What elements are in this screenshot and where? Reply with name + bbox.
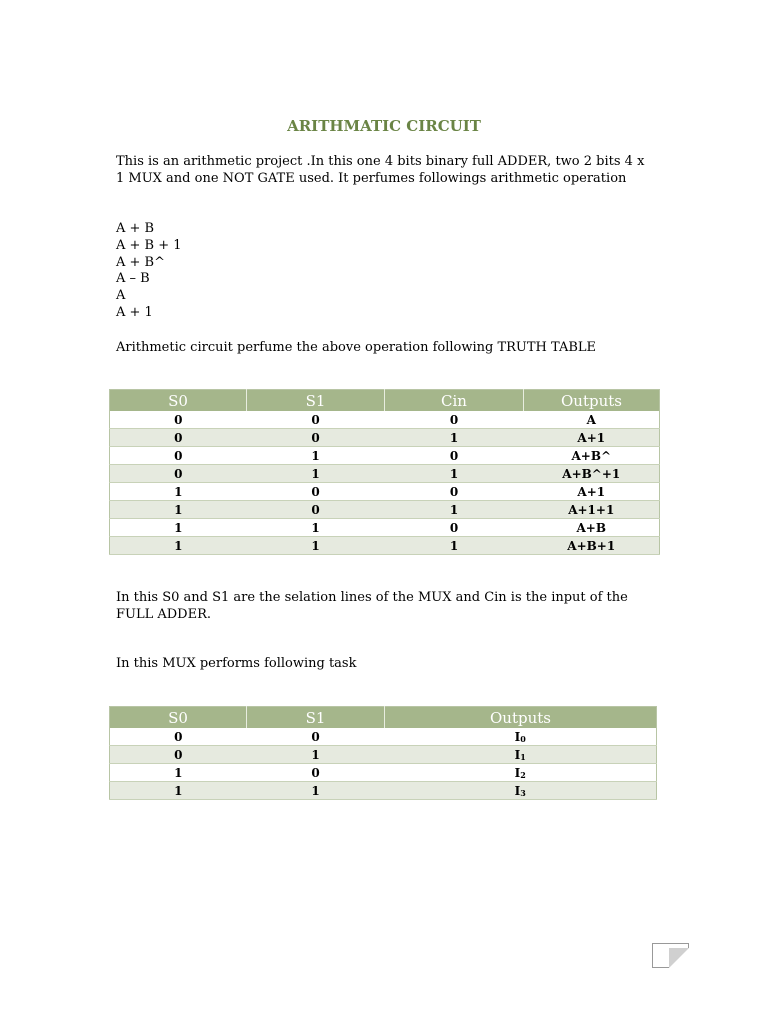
- table-cell: 0: [110, 429, 247, 447]
- table-cell: 1: [247, 746, 385, 764]
- operation-item: A + B: [116, 221, 155, 236]
- document-title: ARITHMATIC CIRCUIT: [287, 117, 481, 135]
- table-cell: 0: [247, 483, 385, 501]
- table-cell: 1: [110, 764, 247, 782]
- table-cell: A+B^+1: [524, 465, 660, 483]
- table-cell: 0: [385, 519, 524, 537]
- truth-table: [109, 389, 660, 555]
- table-cell: 1: [247, 447, 385, 465]
- table-row: [110, 501, 660, 519]
- output-symbol: I: [514, 729, 521, 744]
- page-number-box: [652, 943, 689, 968]
- table-row: [110, 519, 660, 537]
- header-s1: S1: [247, 390, 385, 412]
- operation-item: A + 1: [116, 304, 153, 320]
- table-cell: 0: [110, 447, 247, 465]
- output-subscript: 3: [520, 787, 526, 798]
- table-cell: [385, 782, 657, 800]
- table-row: [110, 764, 657, 782]
- table-cell: A+1+1: [524, 501, 660, 519]
- table-cell: 1: [247, 519, 385, 537]
- table-cell: 0: [110, 746, 247, 764]
- header-outputs: Outputs: [385, 707, 657, 729]
- table-cell: 0: [110, 465, 247, 483]
- table-cell: 1: [385, 429, 524, 447]
- table-cell: 0: [110, 728, 247, 746]
- table-cell: 0: [247, 429, 385, 447]
- table-row: [110, 746, 657, 764]
- table-row: [110, 429, 660, 447]
- table-cell: 1: [110, 782, 247, 800]
- table-cell: A: [524, 411, 660, 429]
- table-cell: 0: [385, 483, 524, 501]
- output-symbol: I: [514, 783, 521, 798]
- table-row: [110, 483, 660, 501]
- table-cell: 1: [110, 537, 247, 555]
- table-cell: 0: [247, 728, 385, 746]
- table-row: [110, 447, 660, 465]
- table-cell: 1: [247, 782, 385, 800]
- header-s0: S0: [110, 390, 247, 412]
- table-cell: 1: [110, 483, 247, 501]
- table-cell: 0: [247, 501, 385, 519]
- mux-table-header: [110, 707, 657, 729]
- table-cell: A+B^: [524, 447, 660, 465]
- operation-item: A – B: [116, 271, 150, 287]
- header-cin: Cin: [385, 390, 524, 412]
- table-cell: 0: [385, 447, 524, 465]
- page-fold-icon: [669, 948, 689, 968]
- table-row: [110, 728, 657, 746]
- operations-list: [116, 221, 182, 322]
- header-outputs: Outputs: [524, 390, 660, 412]
- mux-intro: In this MUX performs following task: [116, 656, 357, 671]
- table-cell: A+B+1: [524, 537, 660, 555]
- table-cell: 1: [110, 501, 247, 519]
- table-cell: [385, 728, 657, 746]
- table-cell: 1: [110, 519, 247, 537]
- truth-table-header: [110, 390, 660, 412]
- output-subscript: 0: [520, 733, 526, 744]
- operation-item: A + B^: [116, 254, 165, 270]
- table-row: [110, 537, 660, 555]
- header-s0: S0: [110, 707, 247, 729]
- table-cell: [385, 764, 657, 782]
- table-cell: 0: [247, 411, 385, 429]
- page-number: 1: [668, 948, 676, 962]
- table-row: [110, 782, 657, 800]
- table-row: [110, 465, 660, 483]
- table-cell: 1: [385, 501, 524, 519]
- truth-table-intro: Arithmetic circuit perfume the above operation following TRUTH TABLE: [116, 340, 597, 355]
- operation-item: A: [116, 288, 126, 304]
- output-subscript: 2: [520, 769, 526, 780]
- table-cell: 0: [385, 411, 524, 429]
- mux-table: [109, 706, 657, 800]
- output-symbol: I: [514, 747, 521, 762]
- table-cell: 1: [385, 465, 524, 483]
- table-cell: A+1: [524, 483, 660, 501]
- table-cell: 0: [247, 764, 385, 782]
- intro-paragraph: This is an arithmetic project .In this one 4 bits binary full ADDER, two 2 bits 4 x 1 MUX and one NOT GATE used. It perfumes followings arithmetic operation: [116, 154, 645, 186]
- table-row: [110, 411, 660, 429]
- table-cell: A+B: [524, 519, 660, 537]
- table-cell: 1: [247, 465, 385, 483]
- output-subscript: 1: [520, 751, 526, 762]
- table-cell: 1: [385, 537, 524, 555]
- mux-note-paragraph: In this S0 and S1 are the selation lines of the MUX and Cin is the input of the FULL ADDER.: [116, 590, 628, 622]
- output-symbol: I: [514, 765, 521, 780]
- table-cell: 1: [247, 537, 385, 555]
- header-s1: S1: [247, 707, 385, 729]
- table-cell: 0: [110, 411, 247, 429]
- table-cell: [385, 746, 657, 764]
- operation-item: A + B + 1: [116, 237, 182, 253]
- table-cell: A+1: [524, 429, 660, 447]
